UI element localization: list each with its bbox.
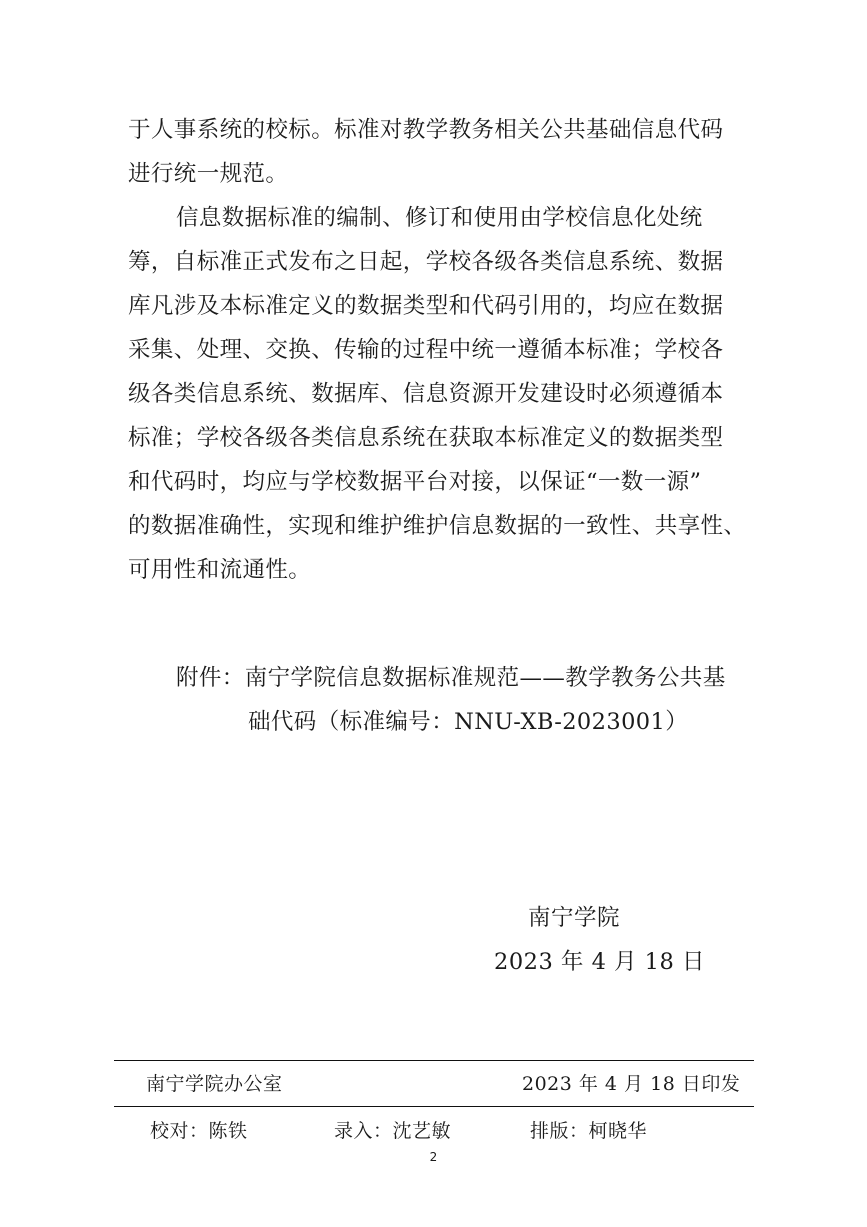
paragraph-2-line-9: 可用性和流通性。 xyxy=(128,557,312,583)
footer-rule-top xyxy=(114,1060,754,1061)
paragraph-1-line-1: 于人事系统的校标。标准对教学教务相关公共基础信息代码 xyxy=(128,117,724,143)
paragraph-2-line-7: 和代码时，均应与学校数据平台对接，以保证“一数一源” xyxy=(128,469,702,495)
paragraph-2-line-1: 信息数据标准的编制、修订和使用由学校信息化处统 xyxy=(176,205,703,231)
paragraph-2-line-3: 库凡涉及本标准定义的数据类型和代码引用的，均应在数据 xyxy=(128,293,724,319)
paragraph-2-line-4: 采集、处理、交换、传输的过程中统一遵循本标准；学校各 xyxy=(128,337,724,363)
attachment-line-1: 附件：南宁学院信息数据标准规范——教学教务公共基 xyxy=(176,665,726,691)
footer-typesetter: 排版：柯晓华 xyxy=(530,1120,648,1142)
footer-rule-middle xyxy=(114,1106,754,1107)
footer-issuer: 南宁学院办公室 xyxy=(146,1073,283,1095)
footer-proofreader: 校对：陈铁 xyxy=(150,1120,248,1142)
signature-organization: 南宁学院 xyxy=(528,905,621,931)
paragraph-1-line-2: 进行统一规范。 xyxy=(128,161,289,187)
paragraph-2-line-5: 级各类信息系统、数据库、信息资源开发建设时必须遵循本 xyxy=(128,381,724,407)
footer-entry-clerk: 录入：沈艺敏 xyxy=(334,1120,452,1142)
attachment-line-2: 础代码（标准编号：NNU-XB-2023001） xyxy=(248,709,689,735)
page-number: 2 xyxy=(429,1150,438,1164)
paragraph-2-line-6: 标准；学校各级各类信息系统在获取本标准定义的数据类型 xyxy=(128,425,724,451)
paragraph-2-line-8: 的数据准确性，实现和维护维护信息数据的一致性、共享性、 xyxy=(128,513,747,539)
footer-print-date: 2023 年 4 月 18 日印发 xyxy=(522,1073,741,1095)
signature-date: 2023 年 4 月 18 日 xyxy=(494,949,705,975)
paragraph-2-line-2: 筹，自标准正式发布之日起，学校各级各类信息系统、数据 xyxy=(128,249,724,275)
